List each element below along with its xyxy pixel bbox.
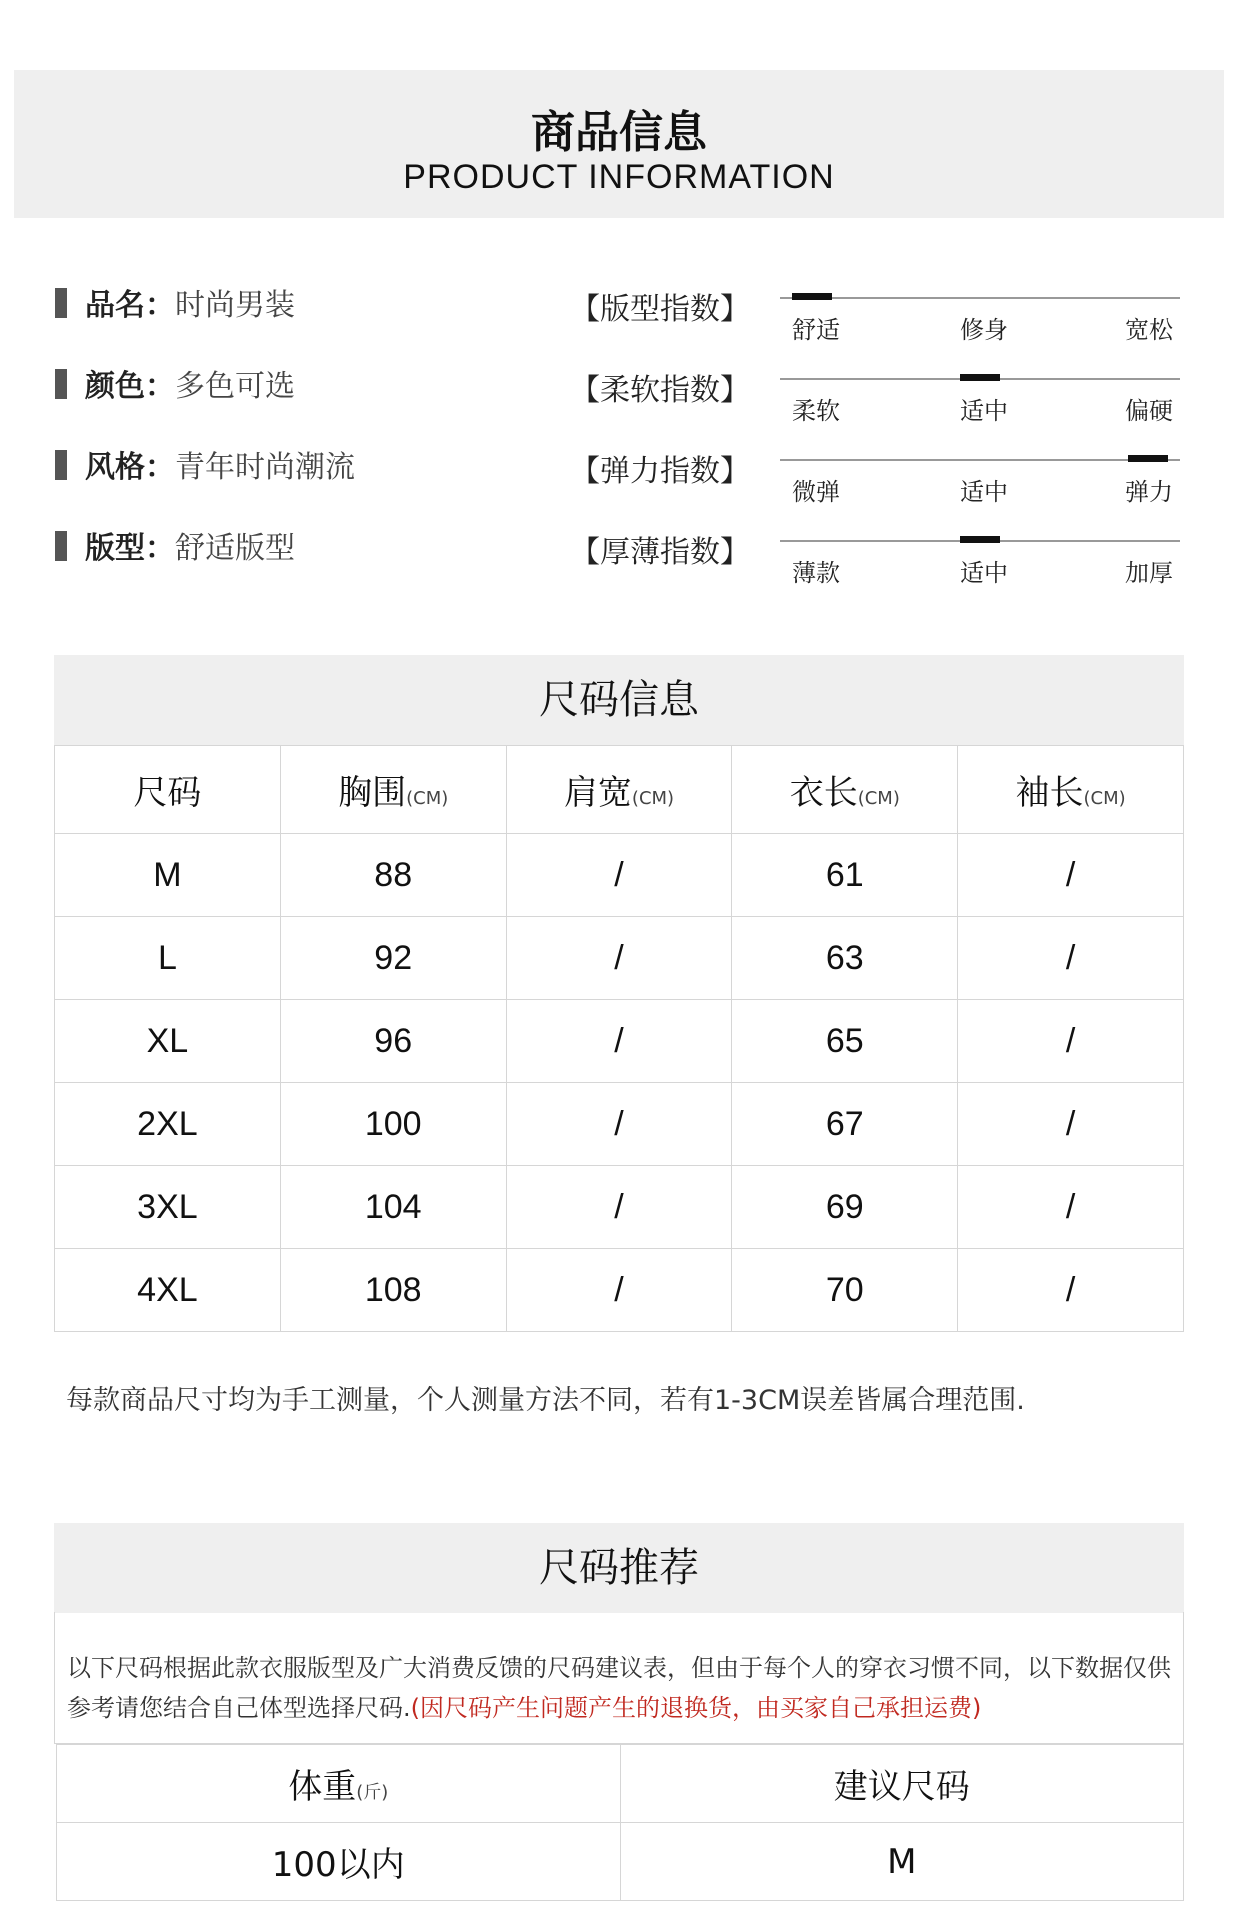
info-row-color xyxy=(55,361,555,442)
size-rec-title-band xyxy=(54,1523,1184,1613)
index-row xyxy=(570,280,1190,361)
info-key: 颜色： xyxy=(85,369,175,404)
index-track xyxy=(780,459,1180,461)
index-scale-mid: 修身 xyxy=(960,316,1008,344)
info-row-name xyxy=(55,280,555,361)
size-table-header-cell xyxy=(280,746,506,834)
unit-label: (CM) xyxy=(406,788,449,809)
info-value: 舒适版型 xyxy=(175,531,295,566)
table-row xyxy=(55,1249,1184,1332)
table-cell: / xyxy=(506,917,732,1000)
table-cell: 4XL xyxy=(55,1249,281,1332)
table-cell: / xyxy=(958,1000,1184,1083)
rec-table-header-cell xyxy=(57,1745,621,1823)
table-cell: / xyxy=(958,1083,1184,1166)
table-row xyxy=(55,1083,1184,1166)
size-info-title: 尺码信息 xyxy=(539,677,699,723)
index-marker xyxy=(960,374,1000,381)
measurement-note: 每款商品尺寸均为手工测量，个人测量方法不同，若有1-3CM误差皆属合理范围. xyxy=(66,1385,1025,1416)
index-row xyxy=(570,361,1190,442)
index-label: 【版型指数】 xyxy=(570,292,750,327)
index-scale-high: 加厚 xyxy=(1125,559,1173,587)
table-cell: 92 xyxy=(280,917,506,1000)
size-rec-description xyxy=(54,1612,1184,1744)
index-row xyxy=(570,442,1190,523)
table-row xyxy=(55,917,1184,1000)
table-cell: 100 xyxy=(280,1083,506,1166)
index-scale-mid: 适中 xyxy=(960,397,1008,425)
table-cell: 69 xyxy=(732,1166,958,1249)
size-info-title-band xyxy=(54,655,1184,745)
table-cell: 70 xyxy=(732,1249,958,1332)
table-cell: 100以内 xyxy=(57,1823,621,1901)
table-cell: / xyxy=(506,834,732,917)
table-cell: / xyxy=(958,834,1184,917)
size-table xyxy=(54,745,1184,1332)
index-marker xyxy=(1128,455,1168,462)
table-cell: M xyxy=(620,1823,1184,1901)
index-scale-mid: 适中 xyxy=(960,478,1008,506)
info-value: 青年时尚潮流 xyxy=(175,450,355,485)
info-key: 风格： xyxy=(85,450,175,485)
size-rec-desc-text: 以下尺码根据此款衣服版型及广大消费反馈的尺码建议表，但由于每个人的穿衣习惯不同，以下数据仅供参考请您结合自己体型选择尺码. xyxy=(67,1654,1171,1722)
table-cell: / xyxy=(506,1000,732,1083)
table-cell: 2XL xyxy=(55,1083,281,1166)
table-cell: / xyxy=(506,1166,732,1249)
size-table-header-cell xyxy=(506,746,732,834)
header-text: 肩宽 xyxy=(563,773,632,813)
header-title-cn: 商品信息 xyxy=(531,107,707,158)
rec-table-header-row xyxy=(57,1745,1184,1823)
info-key: 版型： xyxy=(85,531,175,566)
info-row-style xyxy=(55,442,555,523)
bullet-bar xyxy=(55,369,67,399)
index-label: 【弹力指数】 xyxy=(570,454,750,489)
table-cell: XL xyxy=(55,1000,281,1083)
product-info-header xyxy=(14,70,1224,218)
header-text: 衣长 xyxy=(789,773,858,813)
table-cell: / xyxy=(958,1249,1184,1332)
header-text: 尺码 xyxy=(133,773,202,813)
info-value: 多色可选 xyxy=(175,369,295,404)
index-label: 【厚薄指数】 xyxy=(570,535,750,570)
bullet-bar xyxy=(55,450,67,480)
table-cell: 3XL xyxy=(55,1166,281,1249)
index-track xyxy=(780,297,1180,299)
size-rec-table xyxy=(56,1744,1184,1901)
bullet-bar xyxy=(55,531,67,561)
table-row xyxy=(55,1166,1184,1249)
table-cell: L xyxy=(55,917,281,1000)
table-cell: 67 xyxy=(732,1083,958,1166)
index-scale-low: 柔软 xyxy=(792,397,840,425)
index-row xyxy=(570,523,1190,604)
table-cell: / xyxy=(506,1083,732,1166)
unit-label: (CM) xyxy=(631,788,675,809)
unit-label: (斤) xyxy=(356,1782,389,1803)
table-row xyxy=(55,834,1184,917)
header-text: 胸围 xyxy=(338,773,407,813)
index-scale-low: 薄款 xyxy=(792,559,840,587)
info-key: 品名： xyxy=(85,288,175,323)
table-row xyxy=(57,1823,1184,1901)
index-scale-list xyxy=(570,280,1190,604)
bullet-bar xyxy=(55,288,67,318)
size-table-header-cell xyxy=(958,746,1184,834)
index-marker xyxy=(792,293,832,300)
table-cell: 65 xyxy=(732,1000,958,1083)
table-cell: / xyxy=(506,1249,732,1332)
header-text: 袖长 xyxy=(1015,773,1084,813)
index-scale-mid: 适中 xyxy=(960,559,1008,587)
index-scale-low: 微弹 xyxy=(792,478,840,506)
index-scale-high: 弹力 xyxy=(1125,478,1173,506)
size-table-header-cell xyxy=(55,746,281,834)
size-rec-desc-warning: (因尺码产生问题产生的退换货，由买家自己承担运费) xyxy=(410,1694,982,1722)
table-cell: 104 xyxy=(280,1166,506,1249)
table-cell: 96 xyxy=(280,1000,506,1083)
index-scale-low: 舒适 xyxy=(792,316,840,344)
unit-label: (CM) xyxy=(857,788,900,809)
table-cell: 61 xyxy=(732,834,958,917)
table-cell: 63 xyxy=(732,917,958,1000)
unit-label: (CM) xyxy=(1083,788,1126,809)
index-scale-high: 宽松 xyxy=(1125,316,1173,344)
header-text: 体重 xyxy=(288,1767,357,1807)
size-table-header-cell xyxy=(732,746,958,834)
header-title-en: PRODUCT INFORMATION xyxy=(403,158,835,196)
product-info-list xyxy=(55,280,555,604)
index-label: 【柔软指数】 xyxy=(570,373,750,408)
size-rec-title: 尺码推荐 xyxy=(539,1545,699,1591)
index-scale-high: 偏硬 xyxy=(1125,397,1173,425)
table-cell: M xyxy=(55,834,281,917)
size-table-header-row xyxy=(55,746,1184,834)
info-row-fit xyxy=(55,523,555,604)
table-cell: 88 xyxy=(280,834,506,917)
info-value: 时尚男装 xyxy=(175,288,295,323)
rec-table-header-cell: 建议尺码 xyxy=(620,1745,1184,1823)
table-cell: / xyxy=(958,917,1184,1000)
table-cell: / xyxy=(958,1166,1184,1249)
index-marker xyxy=(960,536,1000,543)
table-cell: 108 xyxy=(280,1249,506,1332)
table-row xyxy=(55,1000,1184,1083)
